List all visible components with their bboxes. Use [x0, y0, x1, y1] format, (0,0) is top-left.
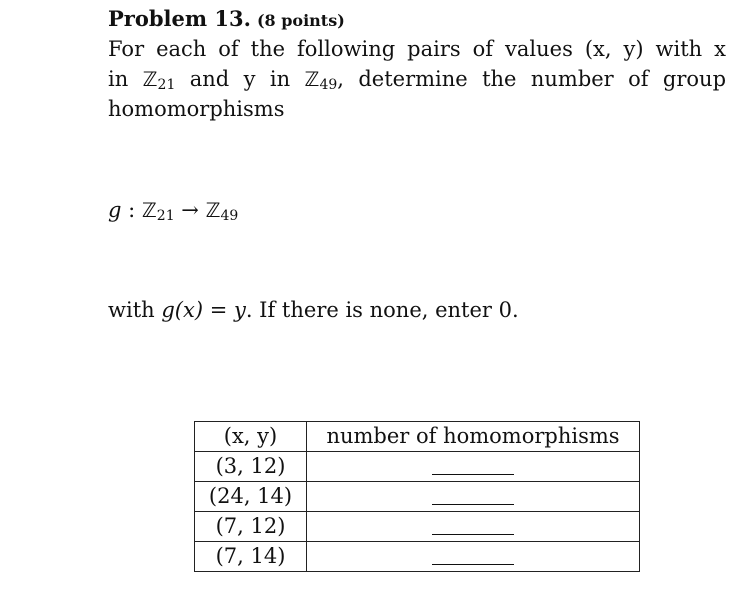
- intro-line-2-a: in: [108, 67, 143, 91]
- z-subscript-49: 49: [319, 77, 338, 93]
- answer-blank[interactable]: [432, 516, 514, 535]
- map-arrow: →: [174, 198, 206, 222]
- homomorphism-table: [194, 421, 640, 572]
- answer-blank[interactable]: [432, 456, 514, 475]
- problem-heading: [108, 6, 345, 31]
- table-row: [195, 512, 640, 542]
- condition-line: [108, 298, 519, 322]
- intro-line-1: For each of the following pairs of values (x, y) with x: [108, 37, 726, 61]
- row-pair: (24, 14): [195, 482, 307, 512]
- intro-line-2-b: and y in: [175, 67, 305, 91]
- table-row: [195, 482, 640, 512]
- condition-prefix: with: [108, 298, 162, 322]
- condition-suffix: . If there is none, enter 0.: [245, 298, 519, 322]
- table-row: [195, 542, 640, 572]
- intro-line-3: homomorphisms: [108, 97, 285, 121]
- row-pair: (7, 14): [195, 542, 307, 572]
- table-header-row: [195, 422, 640, 452]
- answer-cell: [307, 512, 640, 542]
- condition-expr: g(x) = y: [161, 298, 246, 322]
- header-count: number of homomorphisms: [307, 422, 640, 452]
- map-domain-sub: 21: [156, 208, 175, 224]
- map-domain: ℤ: [141, 198, 157, 222]
- row-pair: (7, 12): [195, 512, 307, 542]
- header-pair: (x, y): [195, 422, 307, 452]
- row-pair: (3, 12): [195, 452, 307, 482]
- map-colon: :: [121, 198, 142, 222]
- answer-cell: [307, 482, 640, 512]
- z-subscript-21: 21: [157, 77, 176, 93]
- intro-line-2-c: , determine the number of group: [337, 67, 727, 91]
- z-symbol-49: ℤ: [304, 67, 320, 91]
- map-codomain-sub: 49: [220, 208, 239, 224]
- answer-blank[interactable]: [432, 546, 514, 565]
- answer-blank[interactable]: [432, 486, 514, 505]
- map-codomain: ℤ: [205, 198, 221, 222]
- problem-title: Problem 13.: [108, 6, 251, 31]
- z-symbol-21: ℤ: [142, 67, 158, 91]
- homomorphism-map: [108, 198, 238, 224]
- table-row: [195, 452, 640, 482]
- map-function: g: [108, 198, 122, 222]
- problem-points: (8 points): [256, 11, 345, 30]
- answer-cell: [307, 542, 640, 572]
- answer-cell: [307, 452, 640, 482]
